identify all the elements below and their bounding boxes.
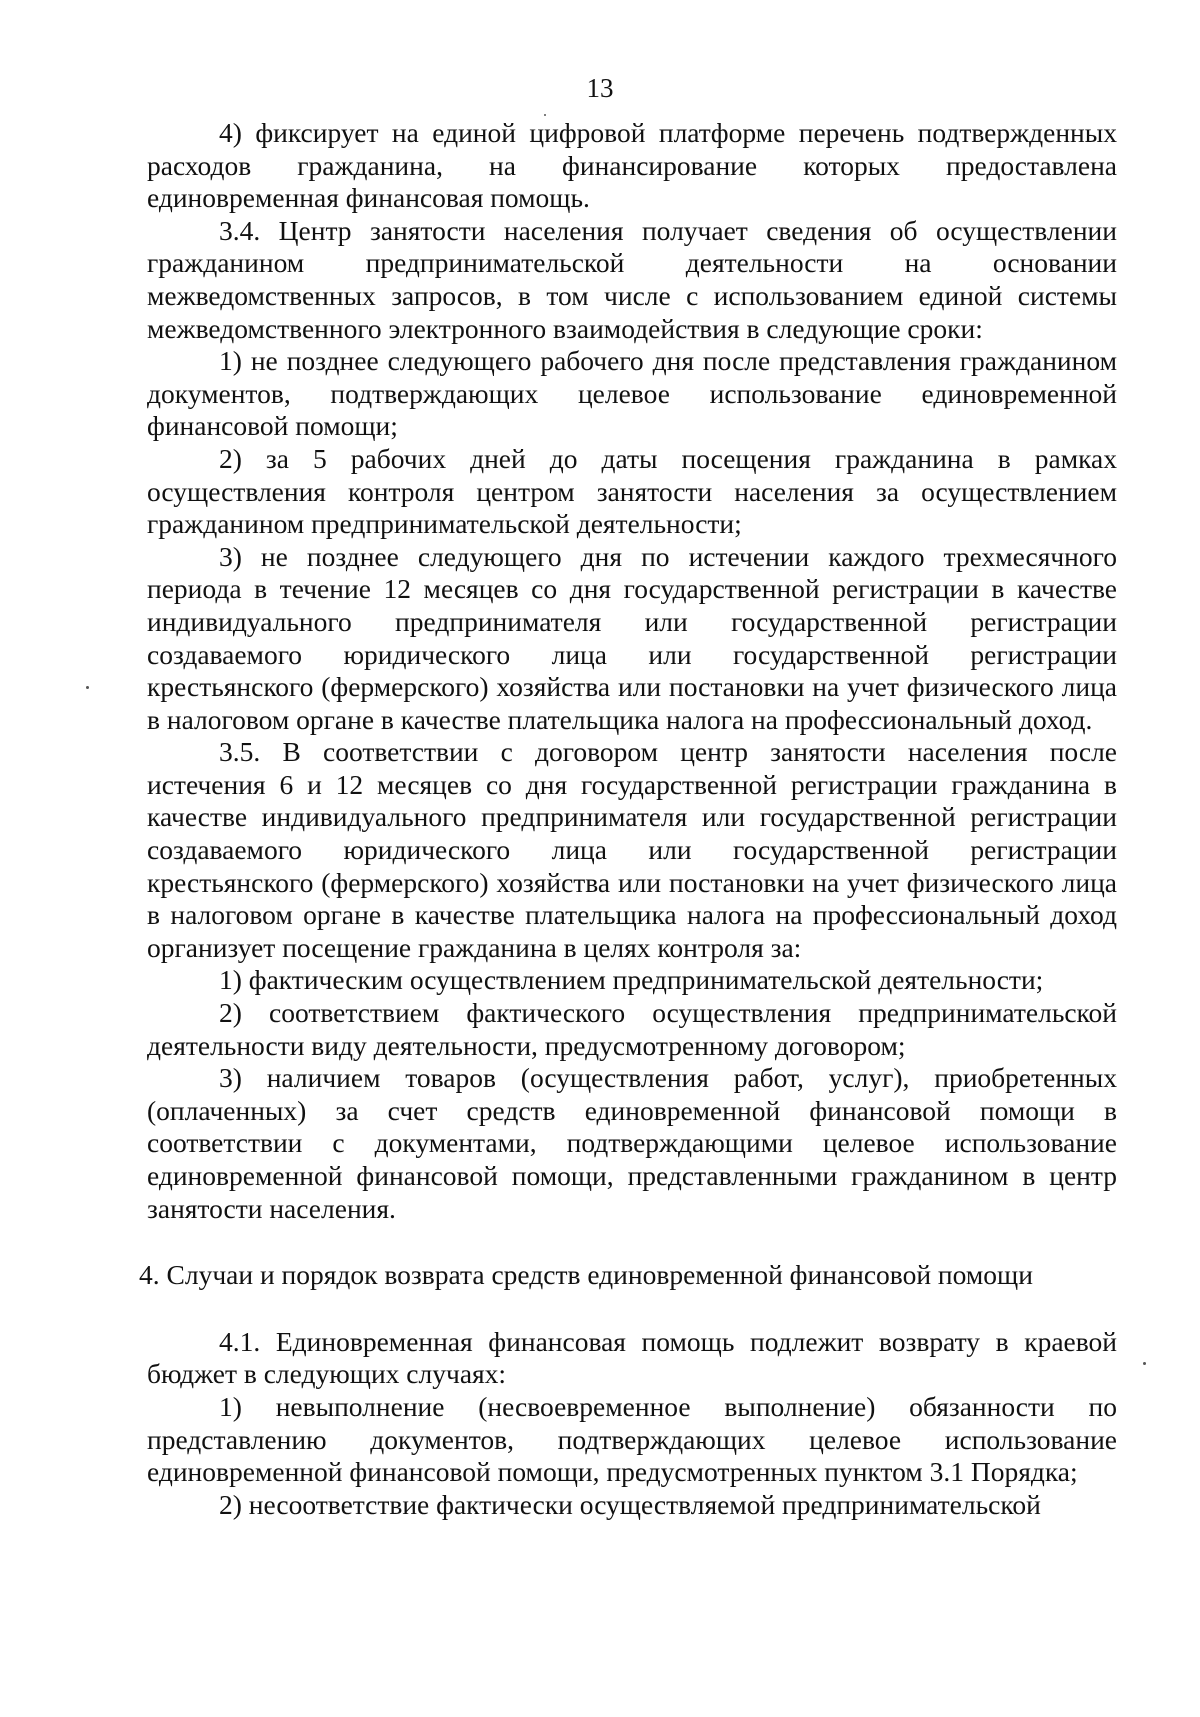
paragraph-3-5-item-3: 3) наличием товаров (осуществления работ, услуг), приобретенных (оплаченных) за счет средств единовременной финансовой помощи в соответствии с документами, подтверждающими целевое использование единовременной финансовой помощи, представленными гражданином в центр занятости населения.: [147, 1062, 1117, 1224]
document-body: [139, 117, 1117, 1521]
paragraph-3-5: 3.5. В соответствии с договором центр занятости населения после истечения 6 и 12 месяцев со дня государственной регистрации гражданина в качестве индивидуального предпринимателя или государственной регистрации создаваемого юридического лица или государственной регистрации крестьянского (фермерского) хозяйства или постановки на учет физического лица в налоговом органе в качестве плательщика налога на профессиональный доход организует посещение гражданина в целях контроля за:: [147, 736, 1117, 963]
paragraph-3-5-item-2: 2) соответствием фактического осуществления предпринимательской деятельности виду деятельности, предусмотренному договором;: [147, 997, 1117, 1061]
page-number: 13: [586, 73, 614, 103]
section-heading: 4. Случаи и порядок возврата средств единовременной финансовой помощи: [139, 1259, 1033, 1291]
scan-speck: [544, 114, 546, 116]
paragraph-3-4-item-2: 2) за 5 рабочих дней до даты посещения гражданина в рамках осуществления контроля центром занятости населения за осуществлением гражданином предпринимательской деятельности;: [147, 442, 1117, 540]
paragraph-3-4-item-1: 1) не позднее следующего рабочего дня после представления гражданином документов, подтверждающих целевое использование единовременной финансовой помощи;: [147, 345, 1117, 442]
paragraph-3-3-item-4: 4) фиксирует на единой цифровой платформе перечень подтвержденных расходов гражданина, на финансирование которых предоставлена единовременная финансовая помощь.: [147, 117, 1117, 214]
scan-speck: [86, 686, 89, 689]
paragraph-4-1-item-1: 1) невыполнение (несвоевременное выполнение) обязанности по представлению документов, подтверждающих целевое использование единовременной финансовой помощи, предусмотренных пунктом 3.1 Порядка;: [147, 1390, 1117, 1488]
scan-speck: [1143, 1362, 1146, 1365]
paragraph-3-5-item-1: 1) фактическим осуществлением предпринимательской деятельности;: [219, 964, 1044, 996]
paragraph-4-1-item-2: 2) несоответствие фактически осуществляемой предпринимательской: [219, 1488, 1041, 1520]
paragraph-4-1: 4.1. Единовременная финансовая помощь подлежит возврату в краевой бюджет в следующих случаях:: [147, 1325, 1117, 1390]
paragraph-3-4-item-3: 3) не позднее следующего дня по истечении каждого трехмесячного периода в течение 12 месяцев со дня государственной регистрации в качестве индивидуального предпринимателя или государственной регистрации создаваемого юридического лица или государственной регистрации крестьянского (фермерского) хозяйства или постановки на учет физического лица в налоговом органе в качестве плательщика налога на профессиональный доход.: [147, 540, 1117, 735]
paragraph-3-4: 3.4. Центр занятости населения получает сведения об осуществлении гражданином предпринимательской деятельности на основании межведомственных запросов, в том числе с использованием единой системы межведомственного электронного взаимодействия в следующие сроки:: [147, 214, 1117, 344]
